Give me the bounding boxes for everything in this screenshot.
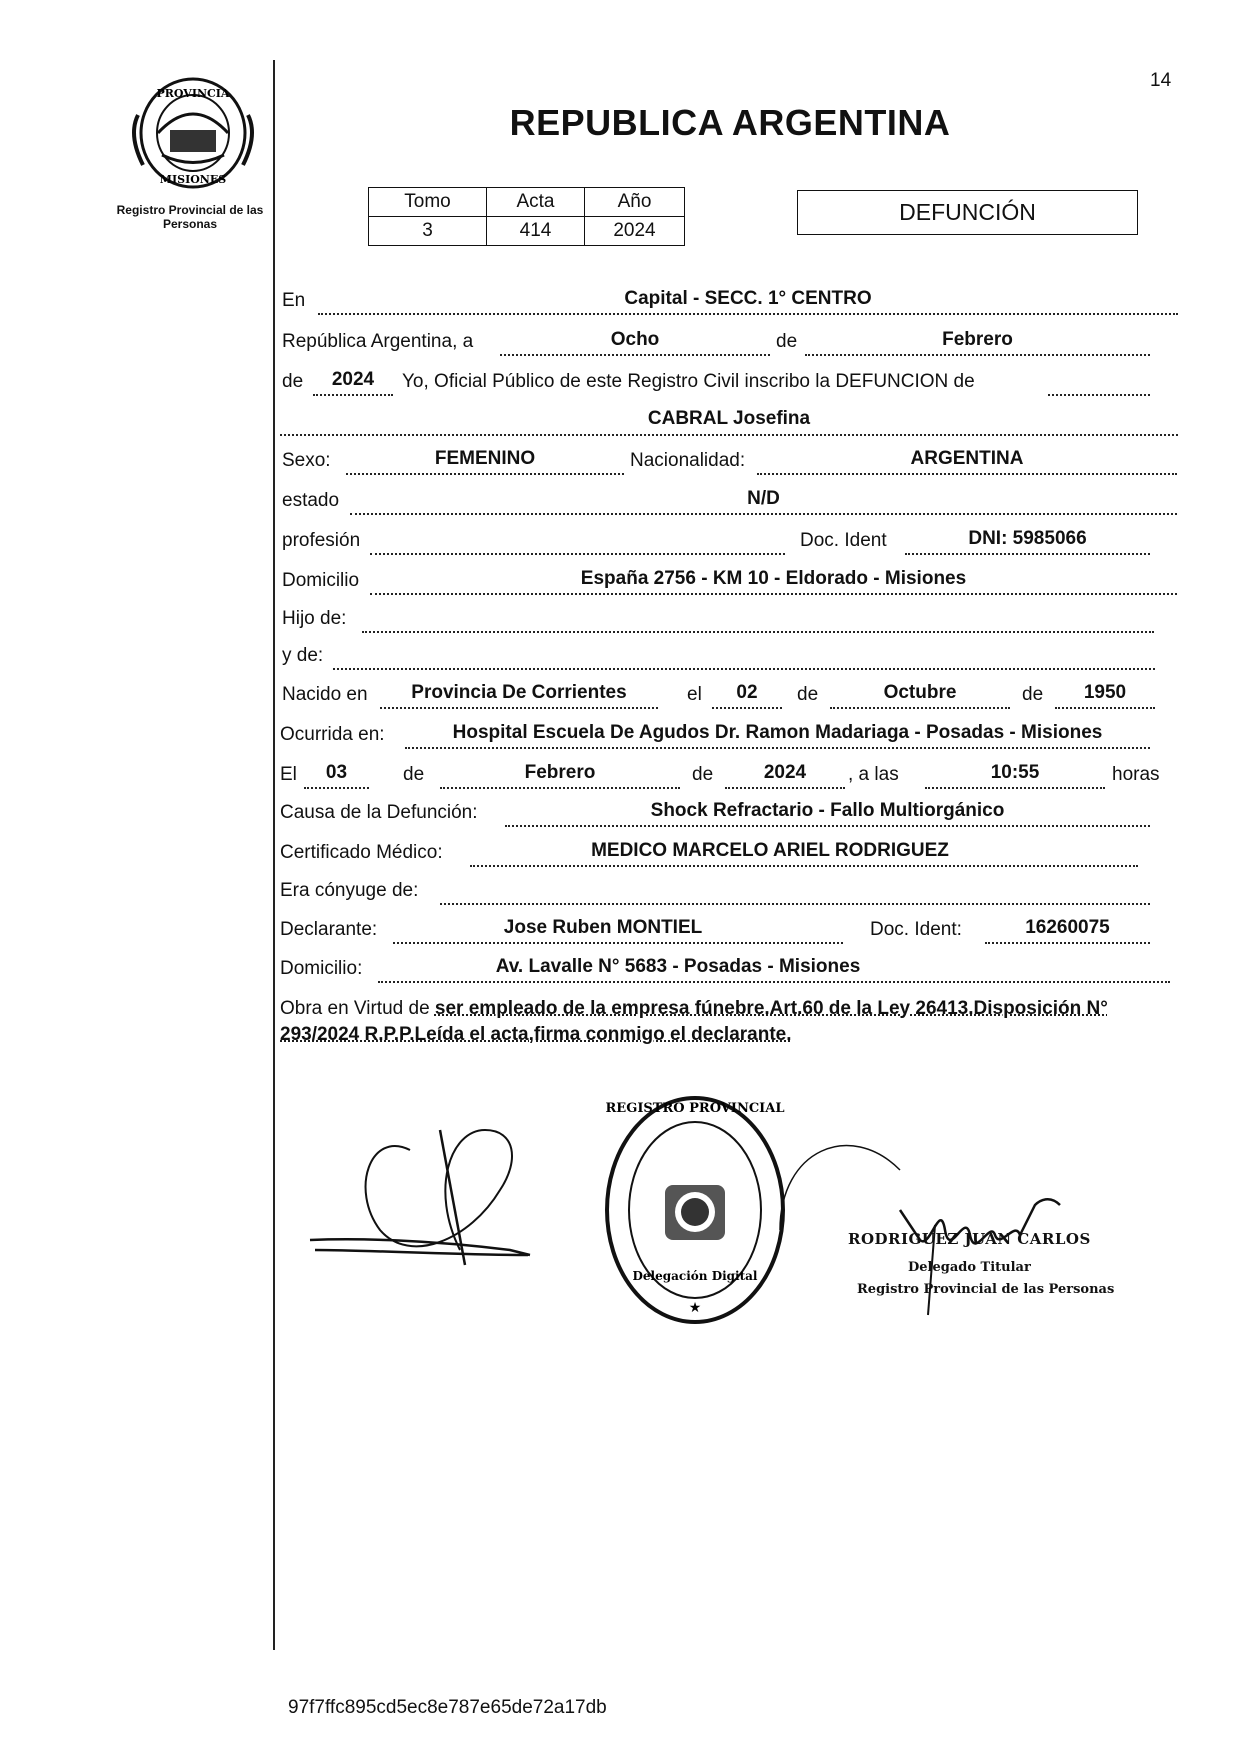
estado-value: N/D [747,488,780,509]
sexo-label: Sexo: [282,450,331,471]
registry-header-acta: Acta [487,188,585,217]
doc-ident-label: Doc. Ident [800,530,887,551]
dotted-line [370,553,785,555]
dotted-line [1055,707,1155,709]
declarante-value: Jose Ruben MONTIEL [503,917,703,938]
dotted-line [313,394,393,396]
dotted-line [440,903,1150,905]
registry-value-ano: 2024 [585,217,685,246]
registry-value-row [369,217,685,246]
dotted-line [830,707,1010,709]
death-year: 2024 [763,762,807,783]
svg-text:Delegación Digital: Delegación Digital [632,1269,758,1283]
dotted-line [925,787,1105,789]
republica-label: República Argentina, a [282,331,474,352]
province-logo-icon [118,75,268,190]
de-label: de [776,331,798,352]
nacido-value: Provincia De Corrientes [411,682,627,703]
year-value: 2024 [331,369,375,390]
dotted-line [370,593,1177,595]
left-margin-line [273,60,275,1650]
dotted-line [405,747,1150,749]
svg-text:★: ★ [688,1299,702,1315]
nacido-label: Nacido en [282,684,368,705]
dotted-line [440,787,680,789]
horas-label: horas [1112,764,1160,785]
dotted-line [805,354,1150,356]
dotted-line [905,553,1150,555]
a-las-label: , a las [848,764,899,785]
dotted-line [362,631,1154,633]
signatory-role: Delegado Titular [908,1260,1031,1275]
hijo-label: Hijo de: [282,608,347,629]
dotted-line [333,668,1155,670]
dotted-line [500,354,770,356]
decl-doc-value: 16260075 [1025,917,1110,938]
nacionalidad-label: Nacionalidad: [630,450,746,471]
decl-doc-label: Doc. Ident: [870,919,962,940]
conyuge-label: Era cónyuge de: [280,880,419,901]
death-month: Febrero [524,762,596,783]
dotted-line [1048,394,1150,396]
death-de2-label: de [692,764,714,785]
decl-domicilio-label: Domicilio: [280,958,363,979]
birth-day: 02 [736,682,758,703]
birth-de1-label: de [797,684,819,705]
dotted-line [393,942,843,944]
death-day: 03 [325,762,348,783]
final-note-prefix: Obra en Virtud de [280,998,430,1019]
dotted-line [346,473,624,475]
decl-domicilio-value: Av. Lavalle N° 5683 - Posadas - Misiones [495,956,861,977]
dotted-line [757,473,1177,475]
dotted-line [378,981,1170,983]
page-title: REPUBLICA ARGENTINA [509,102,951,143]
doc-ident-value: DNI: 5985066 [968,528,1087,549]
dotted-line [470,865,1138,867]
signatory-name: RODRIGUEZ JUAN CARLOS [848,1230,1091,1248]
declarante-label: Declarante: [280,919,378,940]
office-name: Registro Provincial de las Personas [116,203,264,231]
dotted-line [725,787,845,789]
registry-table [368,187,685,246]
dotted-line [505,825,1150,827]
death-de1-label: de [403,764,425,785]
el-label: el [687,684,702,705]
registry-value-tomo: 3 [369,217,487,246]
ocurrida-value: Hospital Escuela De Agudos Dr. Ramon Madariaga - Posadas - Misiones [452,722,1103,743]
month-value: Febrero [942,329,1013,350]
birth-month: Octubre [883,682,957,703]
statement-text: Yo, Oficial Público de este Registro Civil inscribo la DEFUNCION de [402,371,975,392]
page-number: 14 [1150,70,1172,91]
profesion-label: profesión [282,530,361,551]
domicilio-value: España 2756 - KM 10 - Eldorado - Misiones [580,568,967,589]
sexo-value: FEMENINO [434,448,536,469]
death-el-label: El [280,764,297,785]
document-hash: 97f7ffc895cd5ec8e787e65de72a17db [288,1697,607,1718]
registry-header-row [369,188,685,217]
dotted-line [280,434,1178,436]
dotted-line [380,707,658,709]
certificado-label: Certificado Médico: [280,842,443,863]
dotted-line [985,942,1150,944]
official-seal-icon [595,1090,795,1330]
official-signature-icon [770,1110,1130,1330]
en-label: En [282,290,306,311]
domicilio-label: Domicilio [282,570,360,591]
deceased-name: CABRAL Josefina [647,408,811,429]
declarant-signature-icon [300,1090,550,1290]
signatory-office: Registro Provincial de las Personas [857,1282,1115,1297]
y-de-label: y de: [282,645,324,666]
en-value: Capital - SECC. 1° CENTRO [624,288,872,309]
birth-de2-label: de [1022,684,1044,705]
dotted-line [712,707,782,709]
registry-header-ano: Año [585,188,685,217]
year-label: de [282,371,304,392]
final-note [280,996,1180,1048]
document-type-box: DEFUNCIÓN [797,190,1138,235]
causa-label: Causa de la Defunción: [280,802,478,823]
final-note-body: ser empleado de la empresa fúnebre.Art.60 de la Ley 26413.Disposición N° 293/2024 R.P.P.Leída el acta,firma conmigo el declarante. [280,998,1108,1045]
svg-text:MISIONES: MISIONES [159,173,227,186]
day-value: Ocho [610,329,660,350]
ocurrida-label: Ocurrida en: [280,724,385,745]
svg-text:PROVINCIA: PROVINCIA [156,87,230,100]
birth-year: 1950 [1083,682,1127,703]
estado-label: estado [282,490,340,511]
dotted-line [350,513,1177,515]
dotted-line [318,313,1178,315]
nacionalidad-value: ARGENTINA [910,448,1024,469]
death-time: 10:55 [990,762,1040,783]
causa-value: Shock Refractario - Fallo Multiorgánico [650,800,1005,821]
registry-value-acta: 414 [487,217,585,246]
dotted-line [304,787,369,789]
certificado-value: MEDICO MARCELO ARIEL RODRIGUEZ [591,840,949,861]
svg-text:REGISTRO PROVINCIAL: REGISTRO PROVINCIAL [605,1101,785,1116]
registry-header-tomo: Tomo [369,188,487,217]
